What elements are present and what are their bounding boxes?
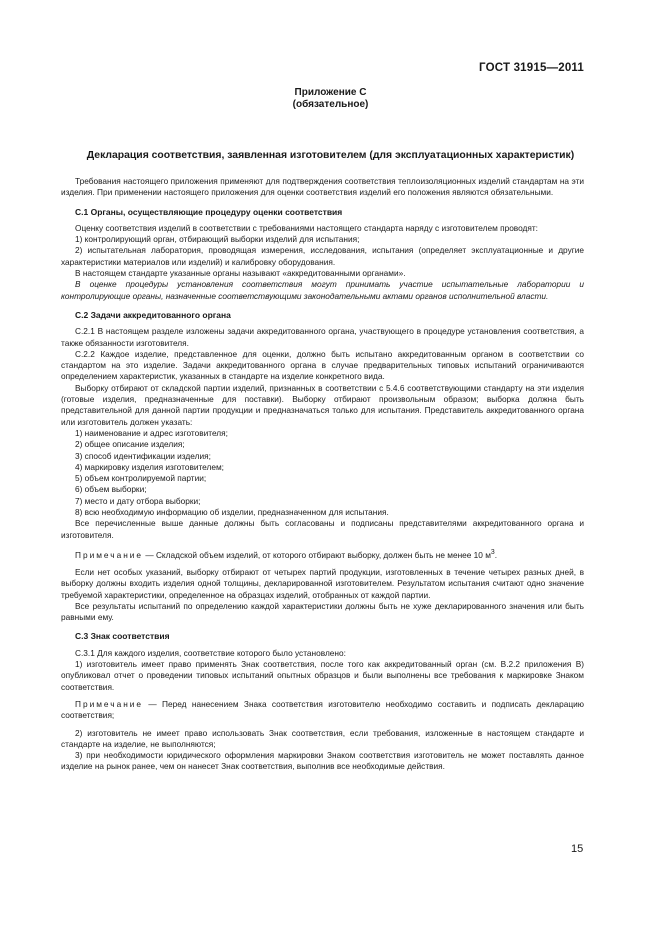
list-item: 1) контролирующий орган, отбирающий выборки изделий для испытания;: [75, 234, 360, 245]
list-item: 1) наименование и адрес изготовителя;: [75, 427, 228, 438]
note-text: — Перед нанесением Знака соответствия изготовителю необходимо составить и подписать декларацию соответствия;: [61, 698, 584, 721]
section-heading-c1: С.1 Органы, осуществляющие процедуру оценки соответствия: [75, 206, 343, 217]
list-item: 8) всю необходимую информацию об изделии, предназначенном для испытания.: [75, 507, 389, 518]
annex-title: Приложение С: [294, 87, 367, 98]
paragraph: Все результаты испытаний по определению каждой характеристики должны быть не хуже декларированного значения или быть равными ему.: [61, 600, 584, 623]
italic-note: В оценке процедуры установления соответствия могут принимать участие испытательные лаборатории и контролирующие органы, назначенные соответствующими законодательными актами органов исполнительной власти.: [61, 279, 584, 301]
list-item: 2) испытательная лаборатория, проводящая измерения, исследования, испытания (определяет эксплуатационные и другие характеристики материалов или изделий) и калибровку оборудования.: [61, 245, 584, 267]
paragraph: С.2.2 Каждое изделие, представленное для оценки, должно быть испытано аккредитованным органом в соответствии со стандартом на это изделие. Задачи аккредитованного органа в случае предварительных типовых испытаний ограничиваются определением характеристик, указанных в стандарте на изделие конкретного вида.: [61, 348, 584, 382]
list-item: 6) объем выборки;: [75, 484, 147, 495]
paragraph: Оценку соответствия изделий в соответствии с требованиями настоящего стандарта наряду с изготовителем проводят:: [75, 222, 538, 233]
document-body: [61, 176, 584, 773]
annex-status: (обязательное): [292, 99, 369, 110]
paragraph: 1) изготовитель имеет право применять Знак соответствия, после того как аккредитованный орган (см. В.2.2 приложения В) опубликовал отчет о проведении типовых испытаний опытных образцов и были выполнены все требования к маркировке Знаком соответствия.: [61, 659, 584, 692]
paragraph: В настоящем стандарте указанные органы называют «аккредитованными органами».: [75, 268, 406, 279]
section-heading-c3: С.3 Знак соответствия: [75, 631, 170, 642]
note-superscript: 3: [490, 548, 495, 556]
list-item: 5) объем контролируемой партии;: [75, 473, 207, 484]
annex-main-title: Декларация соответствия, заявленная изготовителем (для эксплуатационных характеристик): [86, 150, 575, 161]
list-item: 7) место и дату отбора выборки;: [75, 495, 201, 506]
list-item: 4) маркировку изделия изготовителем;: [75, 461, 224, 472]
paragraph: Если нет особых указаний, выборку отбирают от четырех партий продукции, изготовленных в течение четырех разных дней, в выборку должны входить изделия одной толщины, декларированной изготовителем. Результатом испытания считают одно значение требуемой характеристики, определенное на образцах изделий, отобранных от каждой партии.: [61, 566, 584, 600]
note-text: — Складской объем изделий, от которого отбирают выборку, должен быть не менее 10 м: [143, 549, 491, 560]
note-label: Примечание: [75, 549, 144, 560]
annex-heading: [0, 87, 661, 111]
paragraph: С.2.1 В настоящем разделе изложены задачи аккредитованного органа, участвующего в процедуре установления соответствия, а также обязанности изготовителя.: [61, 326, 584, 348]
paragraph: Все перечисленные выше данные должны быть согласованы и подписаны представителями аккредитованного органа и изготовителя.: [61, 518, 584, 540]
section-heading-c2: С.2 Задачи аккредитованного органа: [75, 309, 231, 320]
paragraph: 2) изготовитель не имеет право использовать Знак соответствия, если требования, изложенные в настоящем стандарте и стандарте на изделие, не выполняются;: [61, 727, 584, 749]
paragraph: 3) при необходимости юридического оформления маркировки Знаком соответствия изготовитель не может поставлять данное изделие на рынок ранее, чем он нанесет Знак соответствия, выполнив все необходимые действия.: [61, 750, 584, 772]
list-item: 2) общее описание изделия;: [75, 439, 185, 450]
note: [61, 547, 584, 561]
note-label: Примечание: [75, 698, 144, 709]
paragraph: С.3.1 Для каждого изделия, соответствие которого было установлено:: [75, 647, 346, 658]
note: [61, 699, 584, 722]
paragraph: Выборку отбирают от складской партии изделий, признанных в соответствии с 5.4.6 соответствующими стандарту на эти изделия (готовые изделия, предназначенные для поставки). Выборку отбирают произвольным образом; выборка должна быть представительной для данной партии продукции и предназначаться только для испытания. Представитель аккредитованного органа или изготовитель должен указать:: [61, 382, 584, 427]
list-item: 3) способ идентификации изделия;: [75, 450, 211, 461]
note-end: .: [494, 549, 498, 560]
intro-paragraph: Требования настоящего приложения применяют для подтверждения соответствия теплоизоляционных изделий стандартам на эти изделия. При применении настоящего приложения для оценки соответствия изделий его положения являются обязательными.: [61, 176, 584, 198]
page-number: 15: [571, 843, 584, 855]
standard-number: ГОСТ 31915—2011: [479, 62, 584, 74]
